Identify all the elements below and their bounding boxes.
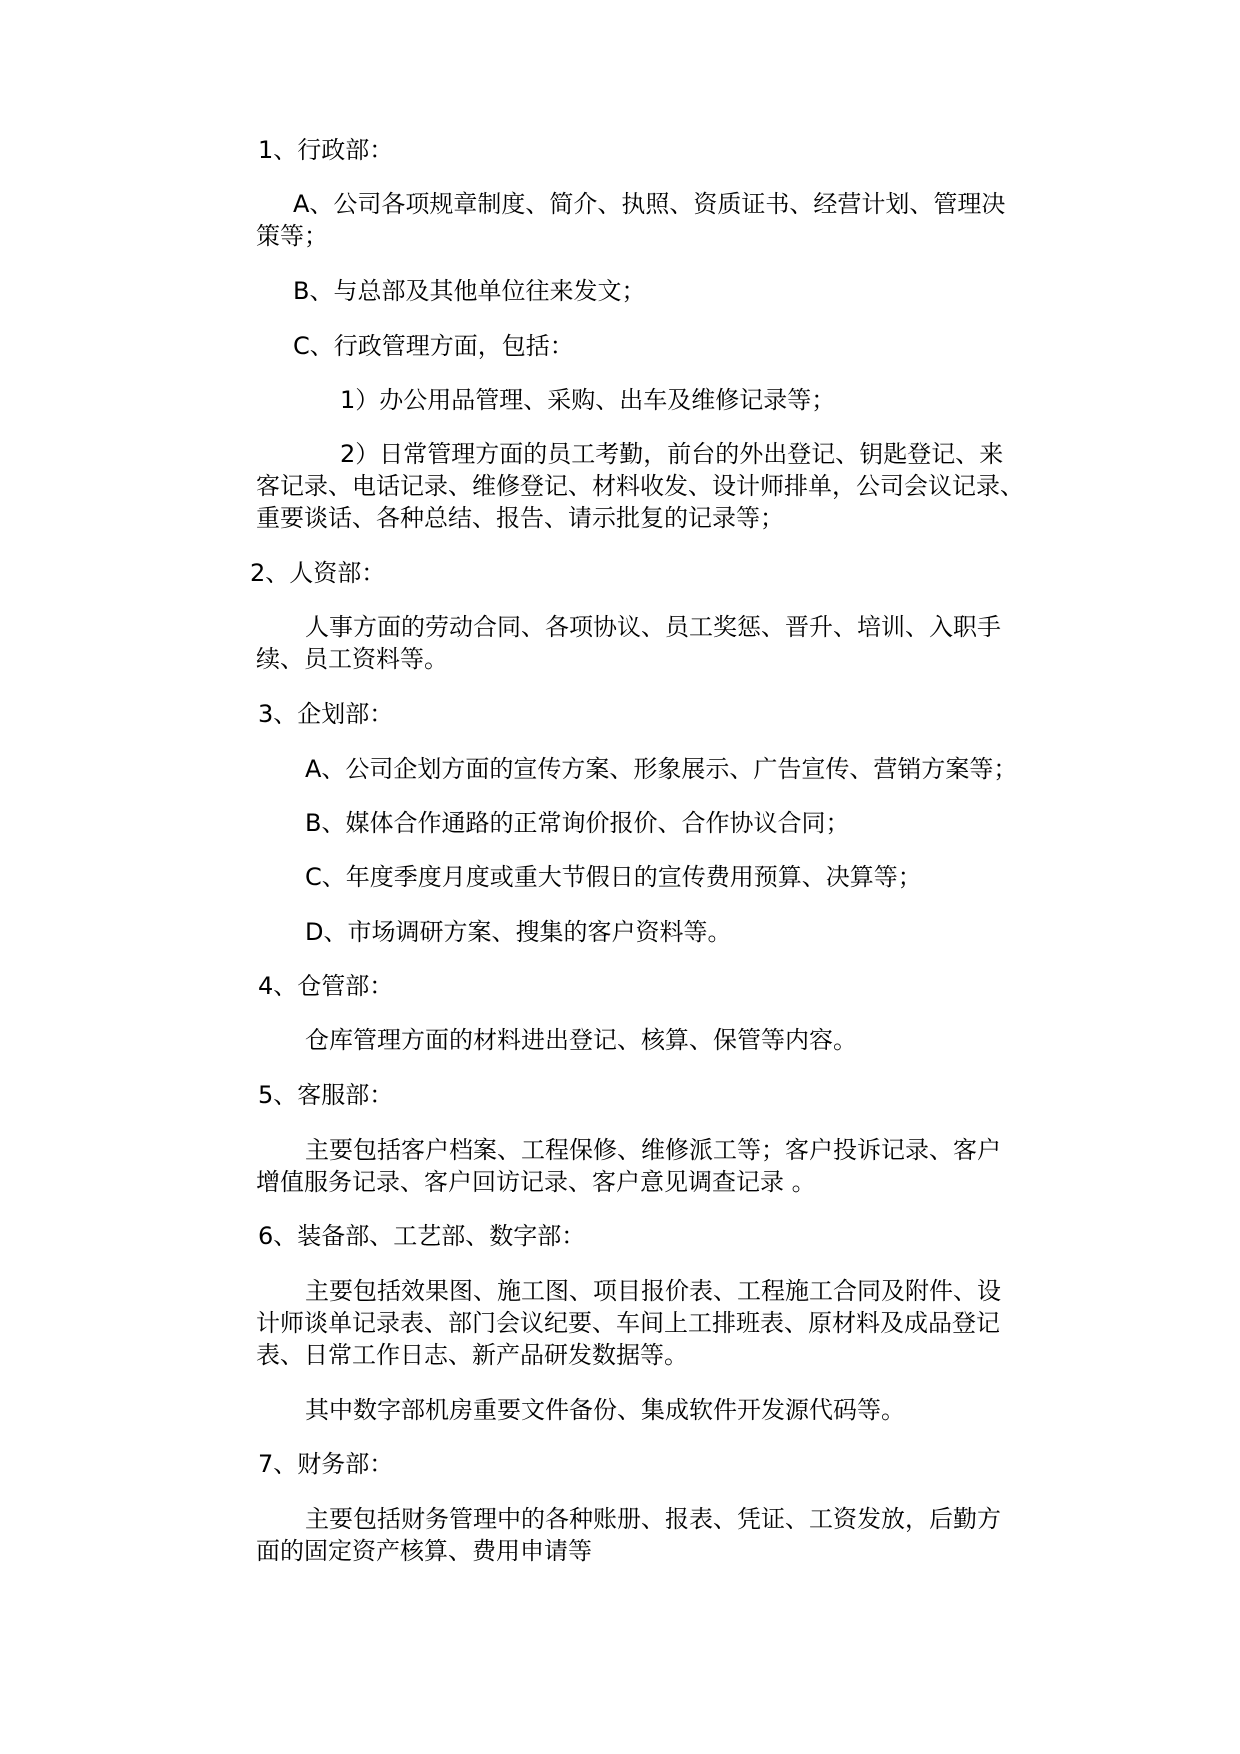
planning-item-a: A、公司企划方面的宣传方案、形象展示、广告宣传、营销方案等； <box>305 755 1018 783</box>
admin-subitem-1: 1）办公用品管理、采购、出车及维修记录等； <box>340 386 836 414</box>
heading-planning-dept: 3、企划部： <box>258 700 394 728</box>
admin-item-b: B、与总部及其他单位往来发文； <box>293 277 646 305</box>
finance-content-line1: 主要包括财务管理中的各种账册、报表、凭证、工资发放，后勤方 <box>305 1505 1001 1533</box>
planning-item-b: B、媒体合作通路的正常询价报价、合作协议合同； <box>305 809 850 837</box>
customer-service-line1: 主要包括客户档案、工程保修、维修派工等；客户投诉记录、客户 <box>305 1136 1001 1164</box>
admin-subitem-2-line2: 客记录、电话记录、维修登记、材料收发、设计师排单，公司会议记录、 <box>256 472 1024 500</box>
heading-finance-dept: 7、财务部： <box>258 1450 394 1478</box>
equipment-content-line1: 主要包括效果图、施工图、项目报价表、工程施工合同及附件、设 <box>305 1277 1001 1305</box>
equipment-content-line2: 计师谈单记录表、部门会议纪要、车间上工排班表、原材料及成品登记 <box>256 1309 1000 1337</box>
customer-service-line2: 增值服务记录、客户回访记录、客户意见调查记录 。 <box>256 1168 816 1196</box>
planning-item-d: D、市场调研方案、搜集的客户资料等。 <box>305 918 732 946</box>
admin-item-a-line2: 策等； <box>256 222 328 250</box>
heading-admin-dept: 1、行政部： <box>258 136 394 164</box>
heading-hr-dept: 2、人资部： <box>250 559 386 587</box>
admin-subitem-2-line3: 重要谈话、各种总结、报告、请示批复的记录等； <box>256 504 784 532</box>
hr-content-line1: 人事方面的劳动合同、各项协议、员工奖惩、晋升、培训、入职手 <box>305 613 1001 641</box>
heading-customer-service-dept: 5、客服部： <box>258 1081 394 1109</box>
heading-warehouse-dept: 4、仓管部： <box>258 972 394 1000</box>
equipment-content-line3: 表、日常工作日志、新产品研发数据等。 <box>256 1341 688 1369</box>
admin-item-a-line1: A、公司各项规章制度、简介、执照、资质证书、经营计划、管理决 <box>293 190 1006 218</box>
admin-item-c: C、行政管理方面，包括： <box>293 332 574 360</box>
heading-equipment-dept: 6、装备部、工艺部、数字部： <box>258 1222 586 1250</box>
hr-content-line2: 续、员工资料等。 <box>256 645 448 673</box>
digital-dept-content: 其中数字部机房重要文件备份、集成软件开发源代码等。 <box>305 1396 905 1424</box>
admin-subitem-2-line1: 2）日常管理方面的员工考勤，前台的外出登记、钥匙登记、来 <box>340 440 1004 468</box>
finance-content-line2: 面的固定资产核算、费用申请等 <box>256 1537 592 1565</box>
warehouse-content: 仓库管理方面的材料进出登记、核算、保管等内容。 <box>305 1026 857 1054</box>
planning-item-c: C、年度季度月度或重大节假日的宣传费用预算、决算等； <box>305 863 922 891</box>
